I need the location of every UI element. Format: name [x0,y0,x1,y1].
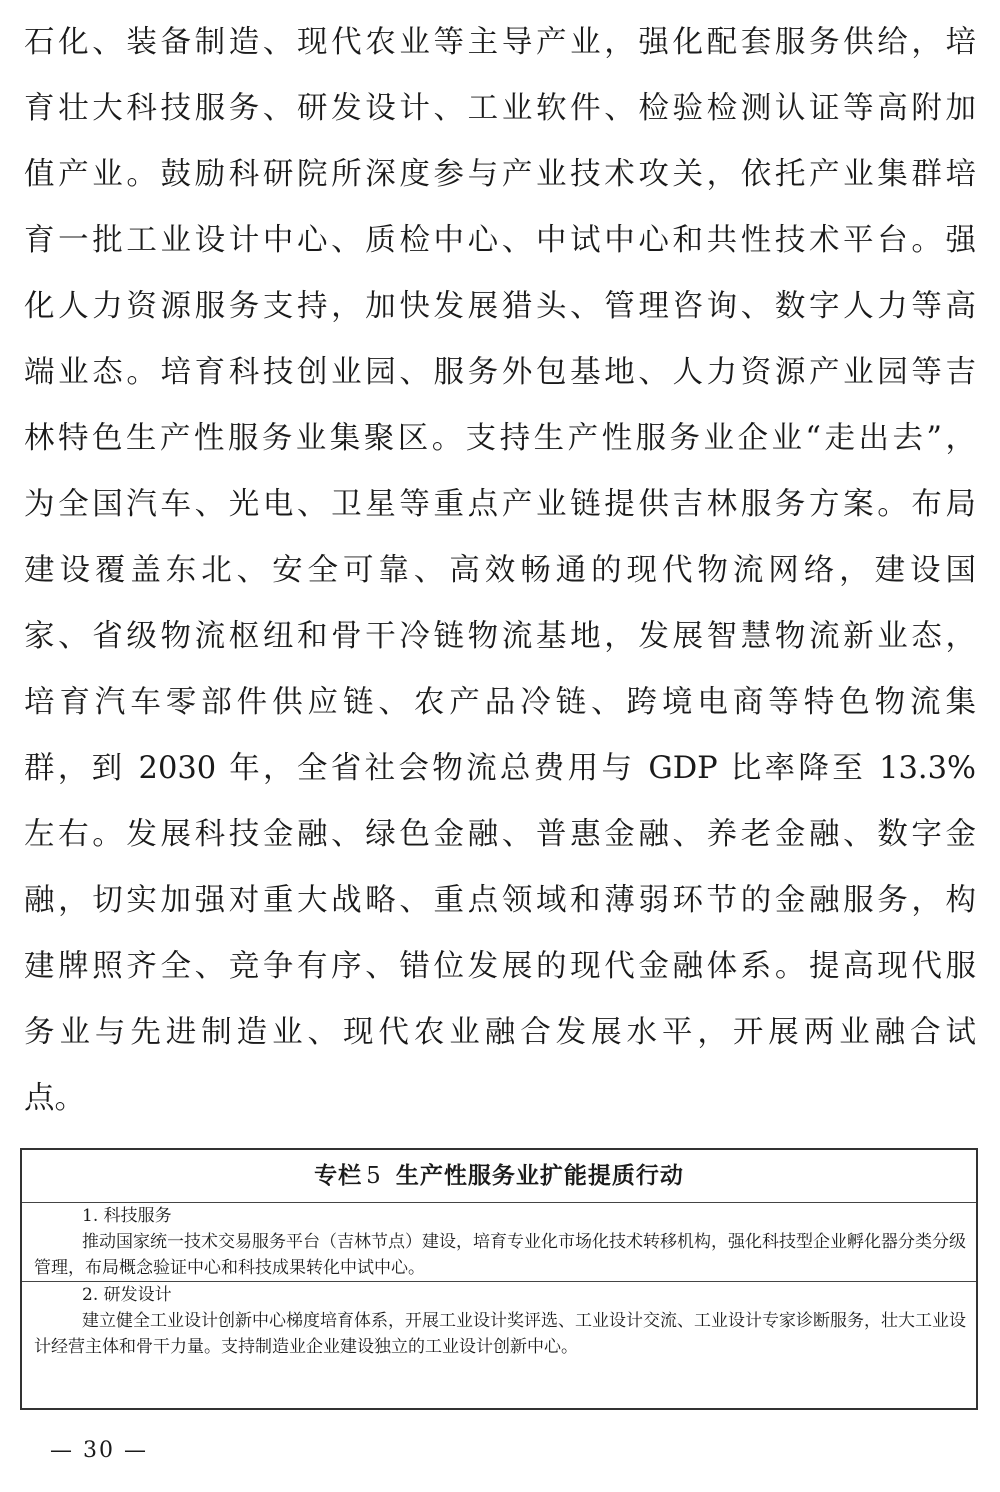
text-line: 石化、装备制造、现代农业等主导产业，强化配套服务供给，培 [24,25,976,60]
text-line: 建牌照齐全、竞争有序、错位发展的现代金融体系。提高现代服 [24,949,976,984]
text-line: 点。 [24,1081,85,1116]
column-box [20,1148,978,1410]
text-line: 值产业。鼓励科研院所深度参与产业技术攻关，依托产业集群培 [24,157,976,192]
section-text: 建立健全工业设计创新中心梯度培育体系，开展工业设计奖评选、工业设计交流、工业设计专家诊断服务，壮大工业设计经营主体和骨干力量。支持制造业企业建设独立的工业设计创新中心。 [34,1311,966,1357]
page-number: — 30 — [50,1438,148,1463]
column-number: 5 [366,1163,382,1189]
section-heading: 1. 科技服务 [82,1206,172,1226]
section-text: 推动国家统一技术交易服务平台（吉林节点）建设，培育专业化市场化技术转移机构，强化科技型企业孵化器分类分级管理，布局概念验证中心和科技成果转化中试中心。 [34,1232,966,1278]
text-line: 左右。发展科技金融、绿色金融、普惠金融、养老金融、数字金 [24,817,976,852]
text-line: 务业与先进制造业、现代农业融合发展水平，开展两业融合试 [24,1015,976,1050]
body-paragraph [24,10,976,1132]
column-section [22,1281,976,1360]
text-line: 建设覆盖东北、安全可靠、高效畅通的现代物流网络，建设国 [24,553,976,588]
column-title-text: 生产性服务业扩能提质行动 [395,1163,684,1189]
text-line: 家、省级物流枢纽和骨干冷链物流基地，发展智慧物流新业态， [24,619,976,654]
text-line: 育壮大科技服务、研发设计、工业软件、检验检测认证等高附加 [24,91,976,126]
column-label: 专栏 [314,1163,363,1189]
text-line: 林特色生产性服务业集聚区。支持生产性服务业企业“走出去”， [24,421,976,456]
text-line: 群，到 2030 年，全省社会物流总费用与 GDP 比率降至 13.3% [24,751,976,786]
text-line: 融，切实加强对重大战略、重点领域和薄弱环节的金融服务，构 [24,883,976,918]
section-heading: 2. 研发设计 [82,1285,172,1305]
column-section [22,1203,976,1281]
text-line: 培育汽车零部件供应链、农产品冷链、跨境电商等特色物流集 [24,685,976,720]
column-box-title [22,1150,976,1203]
text-line: 育一批工业设计中心、质检中心、中试中心和共性技术平台。强 [24,223,976,258]
text-line: 为全国汽车、光电、卫星等重点产业链提供吉林服务方案。布局 [24,487,976,522]
text-line: 端业态。培育科技创业园、服务外包基地、人力资源产业园等吉 [24,355,976,390]
text-line: 化人力资源服务支持，加快发展猎头、管理咨询、数字人力等高 [24,289,976,324]
